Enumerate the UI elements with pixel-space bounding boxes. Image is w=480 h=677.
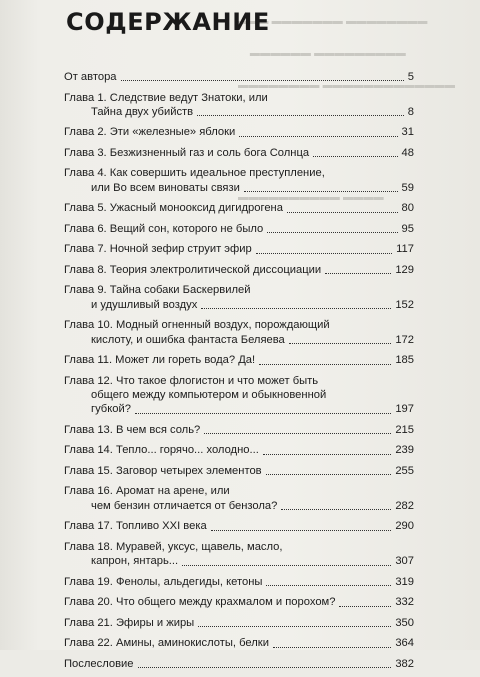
toc-entry-title-line: Глава 19. Фенолы, альдегиды, кетоны <box>64 575 263 588</box>
toc-entry-title-line: Глава 4. Как совершить идеальное преступление, <box>64 167 325 180</box>
toc-page-number: 239 <box>395 444 414 457</box>
toc-entry <box>64 242 414 256</box>
toc-entry <box>64 423 414 437</box>
toc-entry-title-line: Глава 3. Безжизненный газ и соль бога Солнца <box>64 146 310 159</box>
toc-entry-title-line: Глава 18. Муравей, уксус, щавель, масло, <box>64 540 283 553</box>
toc-page-number: 117 <box>396 243 414 256</box>
dot-leader <box>266 474 392 475</box>
toc-entry <box>64 318 414 347</box>
toc-entry-title-line: Глава 2. Эти «железные» яблоки <box>64 126 236 139</box>
toc-entry-title-line: Тайна двух убийств <box>91 105 194 118</box>
toc-page-number: 31 <box>401 126 414 139</box>
dot-leader <box>259 364 391 365</box>
dot-leader <box>244 191 398 192</box>
toc-entry-title-line: губкой? <box>91 403 131 416</box>
toc-entry <box>64 263 414 277</box>
page-title: СОДЕРЖАНИЕ <box>66 8 270 36</box>
toc-entry-title-line: Глава 21. Эфиры и жиры <box>64 616 195 629</box>
toc-entry <box>64 575 414 589</box>
dot-leader <box>256 253 392 254</box>
dot-leader <box>197 115 404 116</box>
toc-entry-title-line: общего между компьютером и обыкновенной <box>91 389 327 402</box>
toc-entry <box>64 636 414 650</box>
toc-entry <box>64 519 414 533</box>
toc-entry <box>64 353 414 367</box>
toc-entry-title-line: Глава 10. Модный огненный воздух, порождающий <box>64 319 330 332</box>
dot-leader <box>263 454 392 455</box>
dot-leader <box>267 232 397 233</box>
dot-leader <box>198 626 391 627</box>
toc-page-number: 80 <box>401 202 414 215</box>
toc-entry <box>64 616 414 630</box>
toc-entry-title-line: Глава 15. Заговор четырех элементов <box>64 464 262 477</box>
toc-page-number: 307 <box>395 555 414 568</box>
toc-entry-title-line: Глава 20. Что общего между крахмалом и порохом? <box>64 596 336 609</box>
toc-entry-title-line: чем бензин отличается от бензола? <box>91 499 278 512</box>
toc-entry <box>64 374 414 417</box>
toc-entry-title-line: Глава 14. Тепло... горячо... холодно... <box>64 444 259 457</box>
toc-entry-title-line: Послесловие <box>64 657 134 670</box>
toc-entry <box>64 166 414 195</box>
toc-entry-title-line: Глава 9. Тайна собаки Баскервилей <box>64 284 251 297</box>
toc-entry-title-line: Глава 6. Вещий сон, которого не было <box>64 222 264 235</box>
toc-page-number: 255 <box>395 464 414 477</box>
toc-entry <box>64 70 414 84</box>
toc-entry <box>64 657 414 671</box>
toc-entry <box>64 443 414 457</box>
toc-page-number: 172 <box>395 333 414 346</box>
toc-page-number: 215 <box>395 423 414 436</box>
toc-entry-title-line: От автора <box>64 71 117 83</box>
toc-page-number: 8 <box>407 105 414 118</box>
toc-page-number: 5 <box>407 71 414 83</box>
toc-page-number: 129 <box>395 263 414 276</box>
toc-page-number: 95 <box>401 222 414 235</box>
toc-entry <box>64 91 414 120</box>
toc-entry-title-line: Глава 22. Амины, аминокислоты, белки <box>64 637 269 650</box>
toc-entry-title-line: Глава 5. Ужасный монооксид дигидрогена <box>64 202 283 215</box>
toc-page-number: 382 <box>395 657 414 670</box>
toc-page-number: 197 <box>395 403 414 416</box>
toc-page-number: 290 <box>395 520 414 533</box>
toc-entry <box>64 595 414 609</box>
dot-leader <box>211 530 392 531</box>
toc-page-number: 364 <box>395 637 414 650</box>
dot-leader <box>287 212 398 213</box>
toc-entry-title-line: Глава 11. Может ли гореть вода? Да! <box>64 354 256 367</box>
dot-leader <box>239 136 397 137</box>
toc-entry <box>64 222 414 236</box>
dot-leader <box>339 606 391 607</box>
toc-page-number: 282 <box>395 499 414 512</box>
toc-entry-title-line: Глава 13. В чем вся соль? <box>64 423 201 436</box>
toc-page-number: 350 <box>395 616 414 629</box>
toc-page-number: 185 <box>395 354 414 367</box>
toc-entry <box>64 283 414 312</box>
toc-entry-title-line: Глава 12. Что такое флогистон и что может быть <box>64 374 319 387</box>
toc-entry <box>64 484 414 513</box>
toc-page-number: 332 <box>395 596 414 609</box>
toc-entry-title-line: Глава 7. Ночной зефир струит эфир <box>64 243 252 256</box>
toc-page-number: 48 <box>401 146 414 159</box>
toc-entry <box>64 201 414 215</box>
toc-entry-title-line: кислоту, и ошибка фантаста Беляева <box>91 333 285 346</box>
dot-leader <box>289 343 392 344</box>
toc-entry-title-line: Глава 16. Аромат на арене, или <box>64 485 230 498</box>
toc-entry-title-line: капрон, янтарь... <box>91 555 179 568</box>
toc-entry-title-line: и удушливый воздух <box>91 298 198 311</box>
dot-leader <box>273 647 391 648</box>
table-of-contents <box>64 70 414 677</box>
dot-leader <box>138 667 392 668</box>
dot-leader <box>204 433 391 434</box>
dot-leader <box>281 509 391 510</box>
dot-leader <box>182 565 391 566</box>
toc-entry <box>64 464 414 478</box>
toc-entry-title-line: или Во всем виноваты связи <box>91 181 240 194</box>
toc-entry <box>64 146 414 160</box>
dot-leader <box>266 585 391 586</box>
dot-leader <box>135 413 391 414</box>
show-through-text: ▬▬▬ ▬▬▬▬▬▬▬ ▬▬▬▬▬▬▬▬ ▬▬▬▬▬▬ ▬▬▬▬▬▬▬▬▬ ▬▬▬▬▬▬▬▬ ▬▬▬▬▬▬▬▬▬▬▬▬▬ ▬▬▬▬▬▬▬▬▬▬ ▬▬▬▬ <box>238 16 456 203</box>
toc-entry-title-line: Глава 17. Топливо XXI века <box>64 520 207 533</box>
toc-entry-title-line: Глава 8. Теория электролитической диссоциации <box>64 263 322 276</box>
toc-entry <box>64 540 414 569</box>
toc-page-number: 319 <box>395 575 414 588</box>
dot-leader <box>201 308 391 309</box>
toc-page-number: 152 <box>395 298 414 311</box>
toc-entry <box>64 125 414 139</box>
toc-entry-title-line: Глава 1. Следствие ведут Знатоки, или <box>64 91 268 104</box>
toc-page-number: 59 <box>401 181 414 194</box>
dot-leader <box>325 273 391 274</box>
dot-leader <box>313 156 397 157</box>
dot-leader <box>121 80 404 81</box>
